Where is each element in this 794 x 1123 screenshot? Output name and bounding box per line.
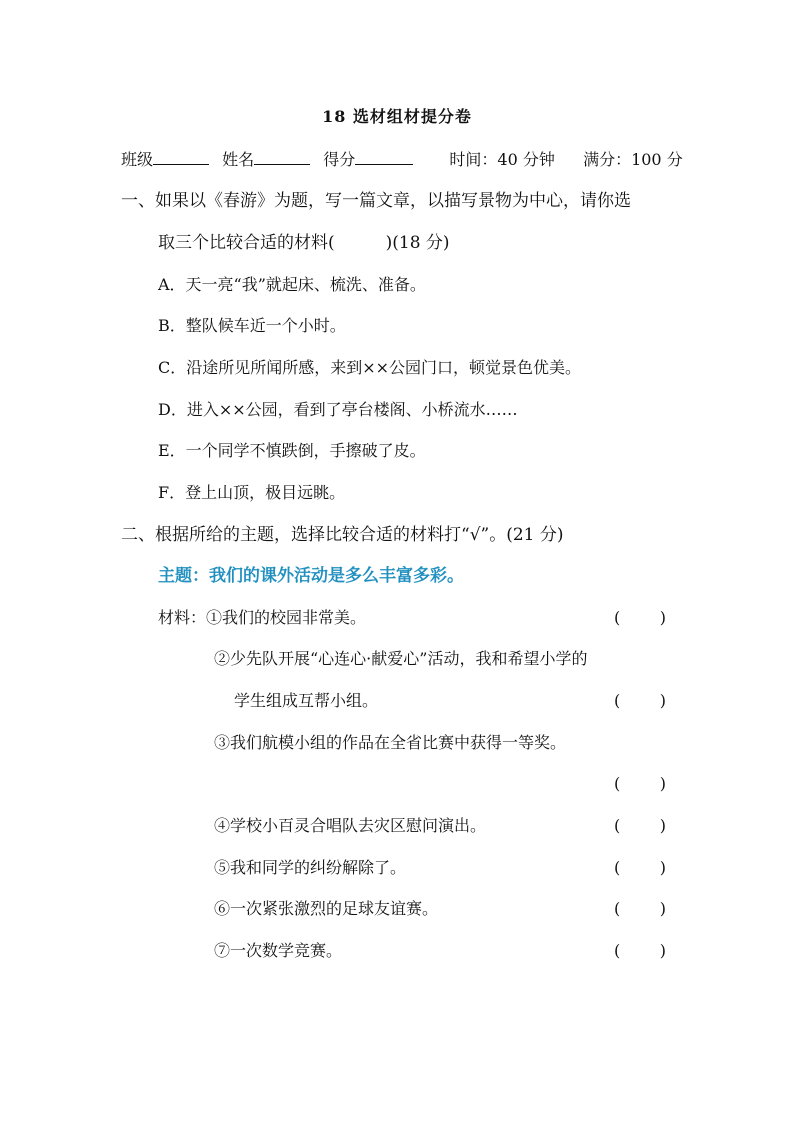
material-item-1: ①我们的校园非常美。 <box>206 608 367 627</box>
material-item-4: ④学校小百灵合唱队去灾区慰问演出。 <box>214 816 487 835</box>
class-blank[interactable] <box>153 148 209 165</box>
q2-stem: 二、根据所给的主题，选择比较合适的材料打“√”。(21 分) <box>121 525 564 545</box>
q1-option-b: B．整队候车近一个小时。 <box>158 316 346 335</box>
q1-option-d: D．进入××公园，看到了亭台楼阁、小桥流水…… <box>158 400 518 419</box>
answer-paren-5[interactable]: ( ) <box>614 858 666 877</box>
material-item-3: ③我们航模小组的作品在全省比赛中获得一等奖。 <box>214 733 567 752</box>
page-title: 18 选材组材提分卷 <box>322 107 472 126</box>
time-limit: 时间：40 分钟 <box>449 150 555 169</box>
score-label: 得分 <box>323 150 356 169</box>
material-label: 材料： <box>158 608 207 627</box>
q2-material-row-1 <box>158 608 366 628</box>
q1-option-a: A．天一亮“我”就起床、梳洗、准备。 <box>158 275 426 294</box>
answer-paren-6[interactable]: ( ) <box>614 899 666 918</box>
score-blank[interactable] <box>355 148 413 165</box>
material-item-2-line2: 学生组成互帮小组。 <box>234 691 379 710</box>
answer-paren-4[interactable]: ( ) <box>614 816 666 835</box>
material-item-2-line1: ②少先队开展“心连心·献爱心”活动，我和希望小学的 <box>214 649 588 668</box>
full-score: 满分：100 分 <box>583 150 683 169</box>
answer-paren-2[interactable]: ( ) <box>614 691 666 710</box>
answer-paren-3[interactable]: ( ) <box>614 774 666 793</box>
name-label: 姓名 <box>222 150 255 169</box>
q1-option-f: F．登上山顶，极目远眺。 <box>158 483 346 502</box>
q1-stem-line1: 一、如果以《春游》为题，写一篇文章，以描写景物为中心，请你选 <box>121 191 631 211</box>
q1-option-c: C．沿途所见所闻所感，来到××公园门口，顿觉景色优美。 <box>158 358 582 377</box>
answer-paren-1[interactable]: ( ) <box>614 608 666 627</box>
q1-option-e: E．一个同学不慎跌倒，手擦破了皮。 <box>158 441 426 460</box>
material-item-5: ⑤我和同学的纠纷解除了。 <box>214 858 407 877</box>
student-info-row <box>121 148 683 170</box>
answer-paren-7[interactable]: ( ) <box>614 941 666 960</box>
material-item-6: ⑥一次紧张激烈的足球友谊赛。 <box>214 899 439 918</box>
q1-stem-line2: 取三个比较合适的材料( )(18 分) <box>158 233 450 253</box>
q2-theme: 主题：我们的课外活动是多么丰富多彩。 <box>158 566 464 586</box>
material-item-7: ⑦一次数学竞赛。 <box>214 941 343 960</box>
class-label: 班级 <box>121 150 154 169</box>
name-blank[interactable] <box>254 148 310 165</box>
